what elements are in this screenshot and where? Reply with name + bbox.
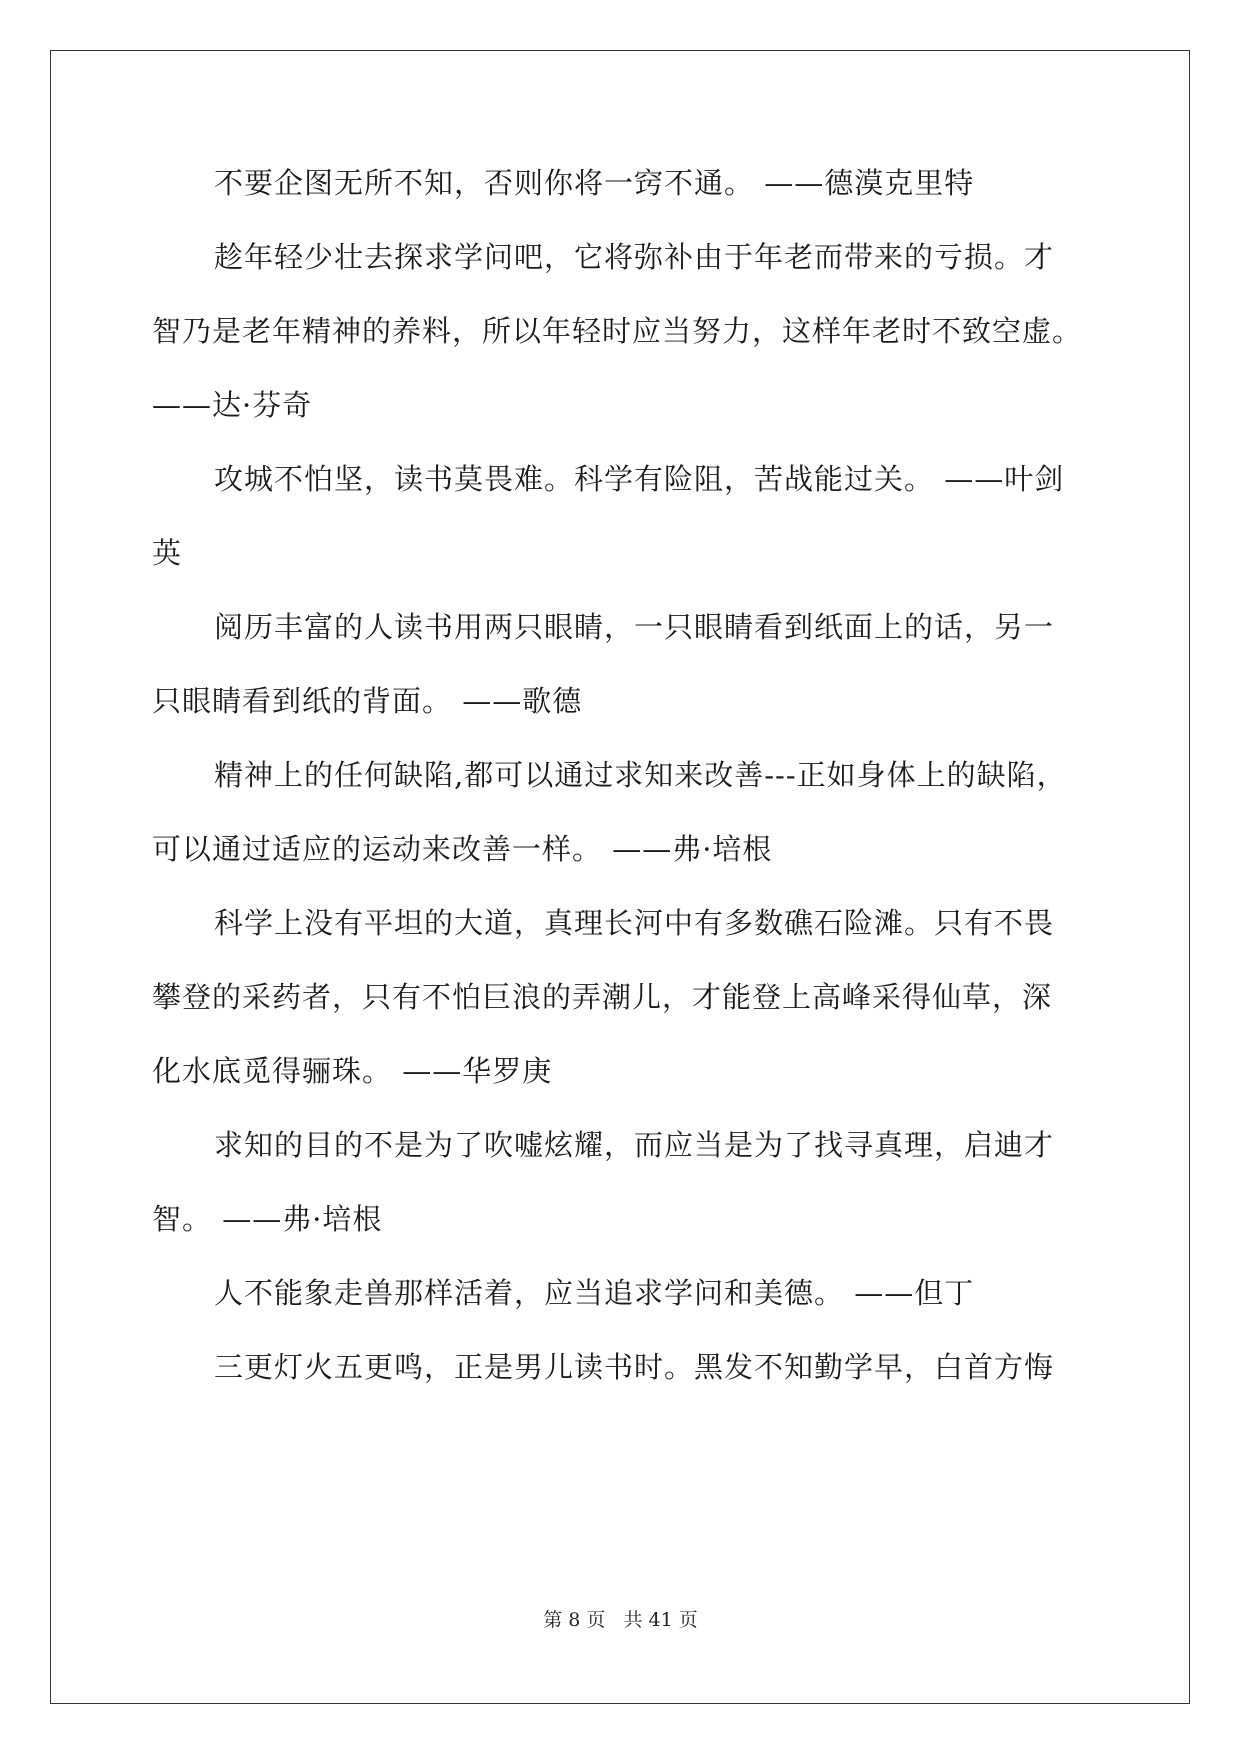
text-line-17: 三更灯火五更鸣，正是男儿读书时。黑发不知勤学早，白首方悔 — [214, 1350, 1055, 1384]
text-line-7: 阅历丰富的人读书用两只眼睛，一只眼睛看到纸面上的话，另一 — [214, 610, 1055, 644]
text-line-3: 智乃是老年精神的养料，所以年轻时应当努力，这样年老时不致空虚。 — [152, 314, 1083, 348]
text-line-4: ——达·芬奇 — [152, 388, 313, 422]
text-line-11: 科学上没有平坦的大道，真理长河中有多数礁石险滩。只有不畏 — [214, 906, 1055, 940]
text-line-13: 化水底觅得骊珠。 ——华罗庚 — [152, 1054, 553, 1088]
text-line-14: 求知的目的不是为了吹嘘炫耀，而应当是为了找寻真理，启迪才 — [214, 1128, 1055, 1162]
text-line-12: 攀登的采药者，只有不怕巨浪的弄潮儿，才能登上高峰采得仙草，深 — [152, 980, 1053, 1014]
text-line-15: 智。 ——弗·培根 — [152, 1202, 383, 1236]
text-line-5: 攻城不怕坚，读书莫畏难。科学有险阻，苦战能过关。 ——叶剑 — [214, 462, 1065, 496]
page-border — [50, 50, 1190, 1704]
text-line-6: 英 — [152, 536, 183, 570]
page-number: 第 8 页 — [543, 1609, 606, 1631]
page-total: 共 41 页 — [623, 1609, 698, 1631]
text-line-16: 人不能象走兽那样活着，应当追求学问和美德。 ——但丁 — [214, 1276, 975, 1310]
text-line-1: 不要企图无所不知，否则你将一窍不通。 ——德漠克里特 — [214, 166, 975, 200]
text-line-8: 只眼睛看到纸的背面。 ——歌德 — [152, 684, 583, 718]
text-line-9: 精神上的任何缺陷,都可以通过求知来改善---正如身体上的缺陷， — [214, 758, 1067, 792]
text-line-10: 可以通过适应的运动来改善一样。 ——弗·培根 — [152, 832, 773, 866]
text-line-2: 趁年轻少壮去探求学问吧，它将弥补由于年老而带来的亏损。才 — [214, 240, 1055, 274]
page-footer — [0, 1605, 1241, 1632]
